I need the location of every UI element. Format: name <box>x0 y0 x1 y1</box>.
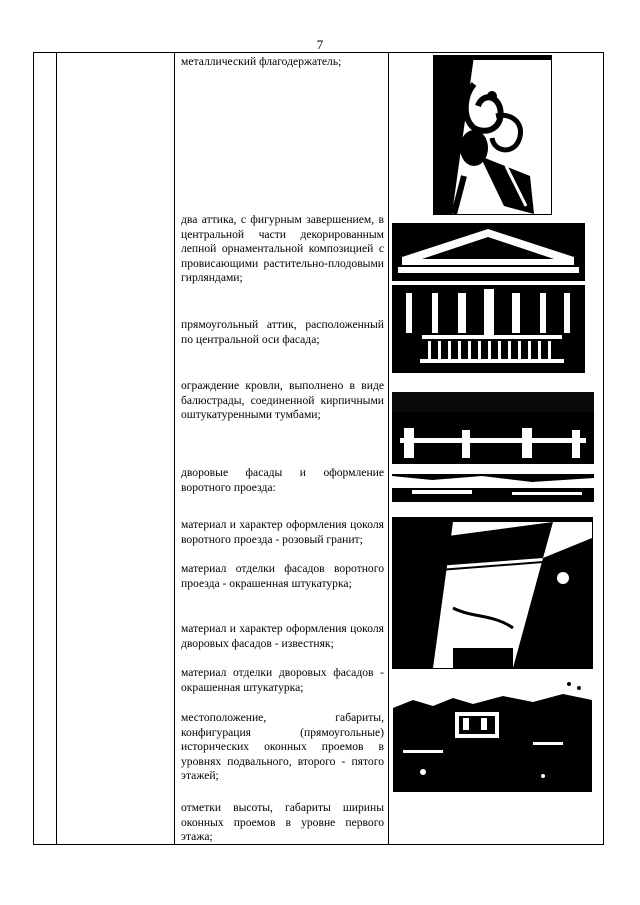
courtyard-facade-photo <box>393 680 592 792</box>
list-item: ограждение кровли, выполнено в виде балюстрады, соединенной кирпичными оштукатуренными тумбами; <box>181 379 384 422</box>
list-item: материал и характер оформления цоколя воротного проезда - розовый гранит; <box>181 518 384 546</box>
table-column-divider-1 <box>56 52 57 845</box>
list-item: прямоугольный аттик, расположенный по центральной оси фасада; <box>181 318 384 346</box>
list-item: отметки высоты, габариты ширины оконных проемов в уровне первого этажа; <box>181 801 384 844</box>
table-column-divider-3 <box>388 52 389 845</box>
list-item: дворовые фасады и оформление воротного проезда: <box>181 466 384 494</box>
list-item: материал и характер оформления цоколя дворовых фасадов - известняк; <box>181 622 384 650</box>
list-item: местоположение, габариты, конфигурация (прямоугольные) исторических оконных проемов в уровнях подвального, второго - пятого этажей; <box>181 711 384 783</box>
list-item: материал отделки фасадов воротного проезда - окрашенная штукатурка; <box>181 562 384 590</box>
attic-facade-photo <box>392 223 585 373</box>
flag-holder-photo <box>433 55 552 215</box>
page-number: 7 <box>316 37 324 52</box>
gateway-passage-photo <box>392 517 593 669</box>
list-item: материал отделки дворовых фасадов - окрашенная штукатурка; <box>181 666 384 694</box>
roof-balustrade-photo <box>392 392 594 502</box>
table-column-divider-2 <box>174 52 175 845</box>
table-border-right <box>603 52 604 845</box>
table-border-top <box>33 52 604 53</box>
table-border-left <box>33 52 34 845</box>
list-item: два аттика, с фигурным завершением, в центральной части декорированным лепной орнаментальной композицией с провисающими растительно-плодовыми гирляндами; <box>181 213 384 285</box>
list-item: металлический флагодержатель; <box>181 55 342 68</box>
